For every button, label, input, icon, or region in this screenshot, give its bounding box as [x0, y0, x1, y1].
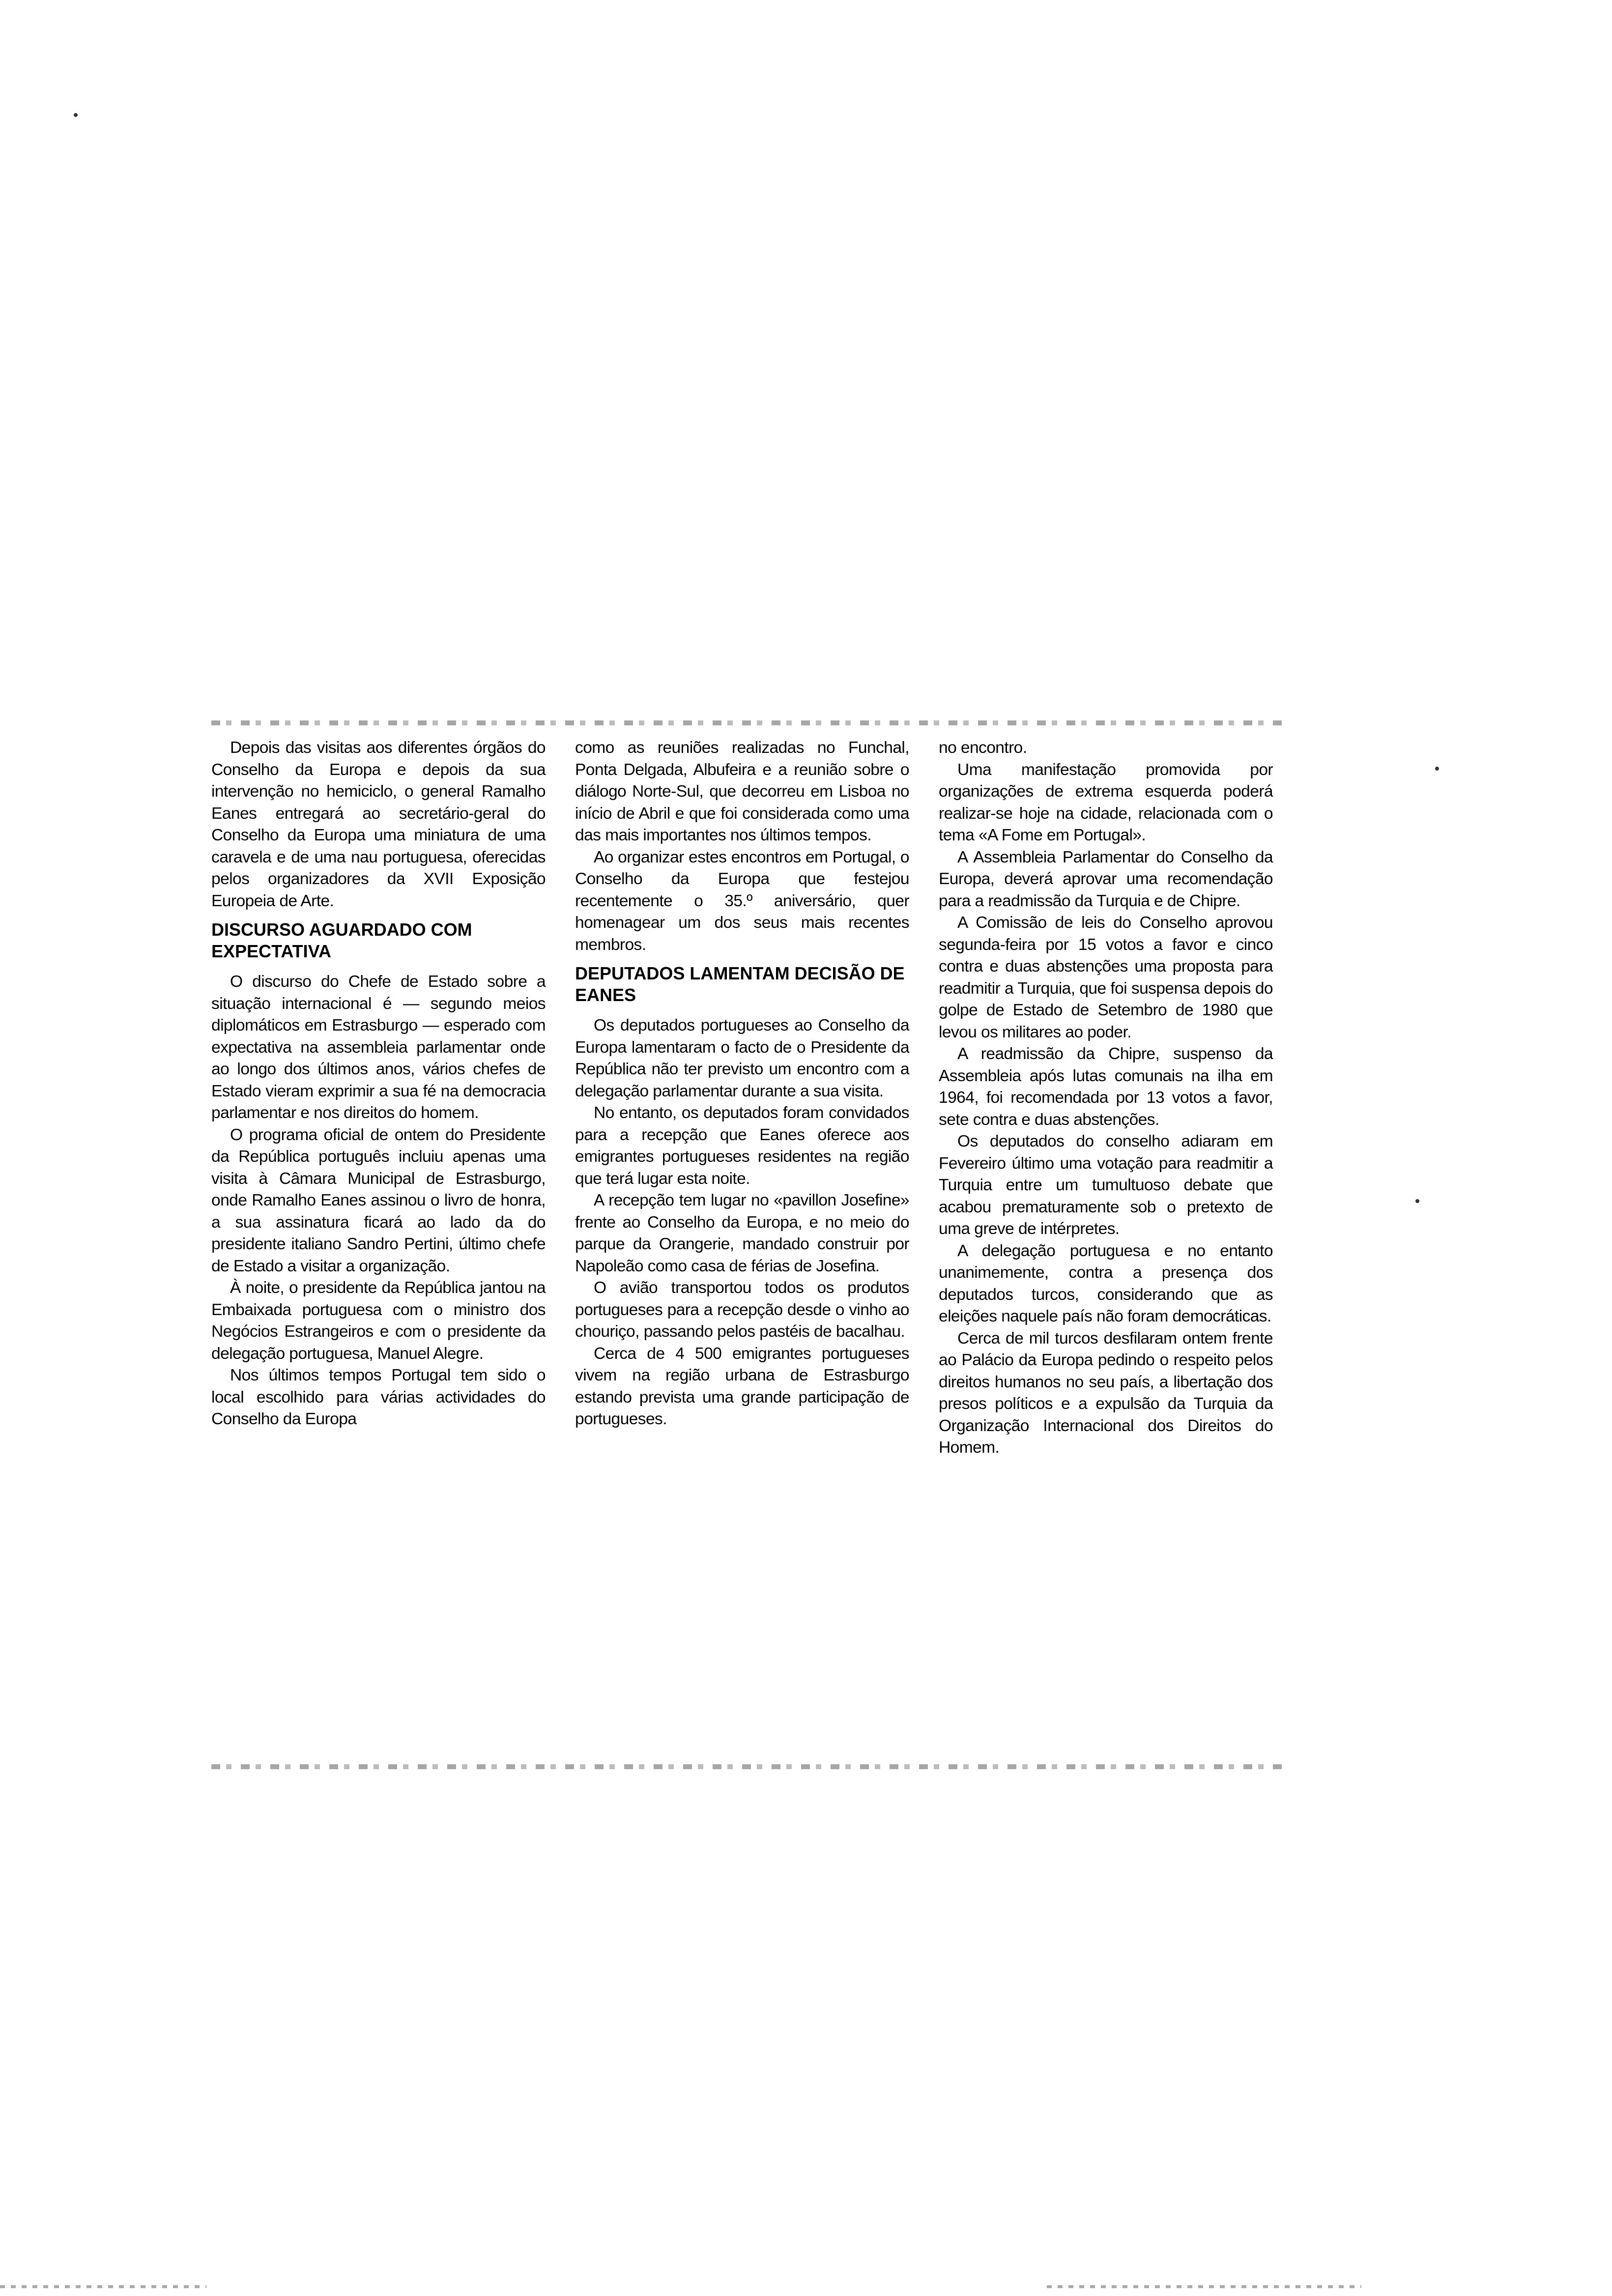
newspaper-clipping: [211, 718, 1283, 1779]
section-heading: DISCURSO AGUARDADO COM EXPECTATIVA: [211, 919, 472, 961]
article-paragraph: Os deputados do conselho adiaram em Fevereiro último uma votação para readmitir a Turquia entre um tumultuoso debate que acabou prematuramente sob o pretexto de uma greve de intérpretes.: [939, 1132, 1273, 1238]
article-paragraph: no encontro.: [939, 739, 1027, 757]
article-paragraph: Ao organizar estes encontros em Portugal, o Conselho da Europa que festejou recentemente o 35.º aniversário, quer homenagear um dos seus mais recentes membros.: [575, 848, 909, 954]
article-paragraph: Nos últimos tempos Portugal tem sido o local escolhido para várias actividades do Conselho da Europa: [211, 1366, 546, 1428]
article-paragraph: No entanto, os deputados foram convidados para a recepção que Eanes oferece aos emigrantes portugueses residentes na região que terá lugar esta noite.: [575, 1104, 909, 1188]
article-paragraph: O programa oficial de ontem do Presidente da República português incluiu apenas uma visita à Câmara Municipal de Estrasburgo, onde Ramalho Eanes assinou o livro de honra, a sua assinatura ficará ao lado da do presidente italiano Sandro Pertini, último chefe de Estado a visitar a organização.: [211, 1125, 546, 1275]
scan-speck: [1415, 1199, 1419, 1203]
article-paragraph: A readmissão da Chipre, suspenso da Assembleia após lutas comunais na ilha em 1964, foi recomendada por 13 votos a favor, sete contra e duas abstenções.: [939, 1045, 1273, 1129]
article-paragraph: O avião transportou todos os produtos portugueses para a recepção desde o vinho ao chouriço, passando pelos pastéis de bacalhau.: [575, 1279, 909, 1341]
clipping-top-edge: [211, 720, 1283, 725]
scan-noise: [1047, 2285, 1361, 2288]
article-paragraph: A delegação portuguesa e no entanto unanimemente, contra a presença dos deputados turcos, considerando que as eleições naquele país não foram democráticas.: [939, 1241, 1273, 1325]
article-paragraph: Uma manifestação promovida por organizações de extrema esquerda poderá realizar-se hoje na cidade, relacionada com o tema «A Fome em Portugal».: [939, 760, 1273, 844]
article-paragraph: como as reuniões realizadas no Funchal, Ponta Delgada, Albufeira e a reunião sobre o diálogo Norte-Sul, que decorreu em Lisboa no início de Abril e que foi considerada como uma das mais importantes nos últimos tempos.: [575, 739, 909, 844]
scan-speck: [74, 113, 78, 117]
column-2: [575, 737, 909, 1459]
scan-speck: [1435, 767, 1439, 771]
article-paragraph: Cerca de 4 500 emigrantes portugueses vivem na região urbana de Estrasburgo estando prevista uma grande participação de portugueses.: [575, 1344, 909, 1428]
scan-noise: [0, 2285, 206, 2288]
column-1: [211, 737, 546, 1459]
article-paragraph: O discurso do Chefe de Estado sobre a situação internacional é — segundo meios diplomáticos em Estrasburgo — esperado com expectativa na assembleia parlamentar onde ao longo dos últimos anos, vários chefes de Estado vieram exprimir a sua fé na democracia parlamentar e nos direitos do homem.: [211, 973, 546, 1122]
article-paragraph: Depois das visitas aos diferentes órgãos do Conselho da Europa e depois da sua intervenção no hemiciclo, o general Ramalho Eanes entregará ao secretário-geral do Conselho da Europa uma miniatura de uma caravela e de uma nau portuguesa, oferecidas pelos organizadores da XVII Exposição Europeia de Arte.: [211, 739, 546, 910]
article-paragraph: Os deputados portugueses ao Conselho da Europa lamentaram o facto de o Presidente da República não ter previsto um encontro com a delegação parlamentar durante a sua visita.: [575, 1016, 909, 1100]
article-paragraph: A recepção tem lugar no «pavillon Josefine» frente ao Conselho da Europa, e no meio do parque da Orangerie, mandado construir por Napoleão como casa de férias de Josefina.: [575, 1191, 909, 1275]
clipping-bottom-edge: [211, 1764, 1283, 1769]
article-paragraph: Cerca de mil turcos desfilaram ontem frente ao Palácio da Europa pedindo o respeito pelos direitos humanos no seu país, a libertação dos presos políticos e a expulsão da Turquia da Organização Internacional dos Direitos do Homem.: [939, 1329, 1273, 1457]
article-paragraph: A Assembleia Parlamentar do Conselho da Europa, deverá aprovar uma recomendação para a readmissão da Turquia e de Chipre.: [939, 848, 1273, 910]
section-heading: DEPUTADOS LAMENTAM DECISÃO DE EANES: [575, 963, 905, 1005]
article-columns: [211, 737, 1283, 1459]
article-paragraph: À noite, o presidente da República jantou na Embaixada portuguesa com o ministro dos Negócios Estrangeiros e com o presidente da delegação portuguesa, Manuel Alegre.: [211, 1279, 546, 1363]
article-paragraph: A Comissão de leis do Conselho aprovou segunda-feira por 15 votos a favor e cinco contra e duas abstenções uma proposta para readmitir a Turquia, que foi suspensa depois do golpe de Estado de Setembro de 1980 que levou os militares ao poder.: [939, 914, 1273, 1041]
column-3: [939, 737, 1273, 1459]
